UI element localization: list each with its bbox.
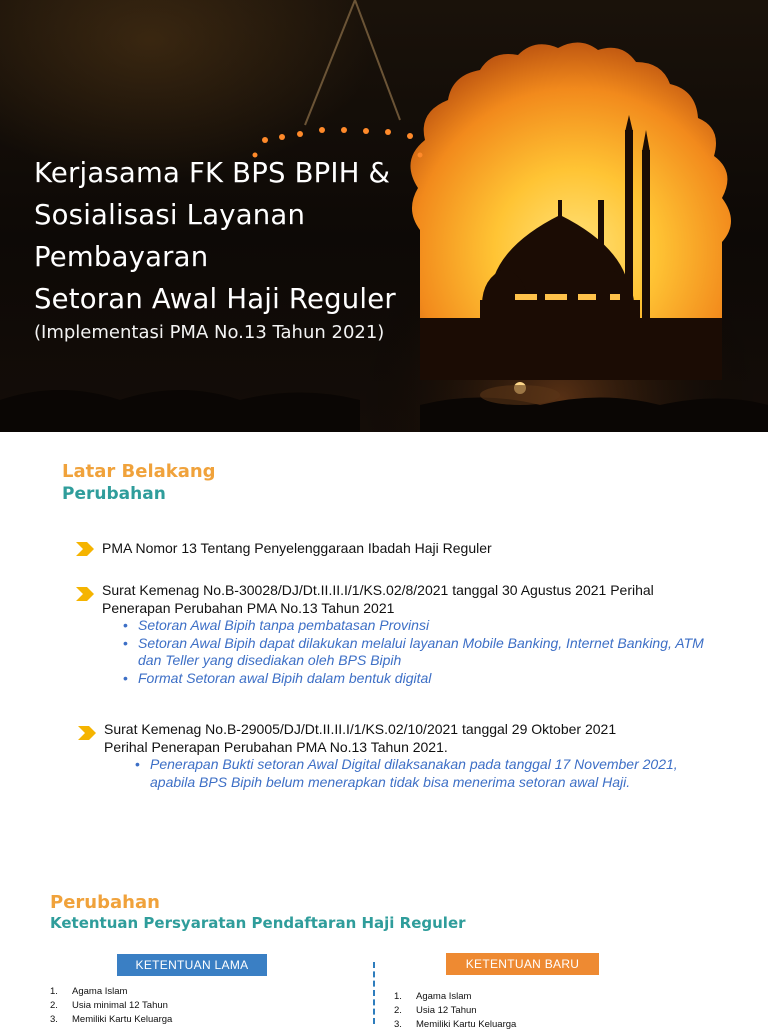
- bullet-text-line-2: Penerapan Perubahan PMA No.13 Tahun 2021: [102, 599, 395, 616]
- list-text: Usia 12 Tahun: [416, 1005, 477, 1016]
- sub-list-item: • Format Setoran awal Bipih dalam bentuk digital: [138, 670, 718, 688]
- list-text: Agama Islam: [416, 991, 472, 1002]
- bullet-item-2: [76, 582, 718, 687]
- new-requirements-label: KETENTUAN BARU: [446, 953, 599, 975]
- list-item: [394, 1019, 516, 1033]
- column-divider: [373, 962, 375, 1024]
- list-number: 2.: [394, 1005, 402, 1016]
- section2-heading-top: Perubahan: [50, 892, 160, 913]
- slide-title-line-4: Setoran Awal Haji Reguler: [34, 283, 396, 315]
- slide-title-line-1: Kerjasama FK BPS BPIH &: [34, 157, 391, 189]
- sub-list-item: • Setoran Awal Bipih tanpa pembatasan Provinsi: [138, 617, 718, 635]
- section2-heading-bottom: Ketentuan Persyaratan Pendaftaran Haji Reguler: [50, 914, 466, 932]
- old-requirements-list: [50, 986, 172, 1028]
- chevron-right-icon: [76, 542, 94, 556]
- bullet-item-3: [78, 721, 720, 791]
- new-requirements-list: [394, 991, 516, 1033]
- bullet-text-line-2: Perihal Penerapan Perubahan PMA No.13 Tahun 2021.: [104, 738, 448, 755]
- list-number: 3.: [50, 1014, 58, 1025]
- list-item: [50, 1014, 172, 1028]
- list-item: [50, 1000, 172, 1014]
- old-requirements-label: KETENTUAN LAMA: [117, 954, 267, 976]
- list-text: Memiliki Kartu Keluarga: [416, 1019, 517, 1030]
- title-slide: [0, 0, 768, 432]
- chevron-right-icon: [78, 726, 96, 740]
- section1-heading-top: Latar Belakang: [62, 461, 216, 482]
- list-number: 2.: [50, 1000, 58, 1011]
- sub-list-item: • Penerapan Bukti setoran Awal Digital dilaksanakan pada tanggal 17 November 2021, apabila BPS Bipih belum menerapkan tidak bisa menerima setoran awal Haji.: [150, 756, 720, 791]
- list-text: Agama Islam: [72, 986, 128, 997]
- list-number: 1.: [394, 991, 402, 1002]
- slide-subtitle: (Implementasi PMA No.13 Tahun 2021): [34, 322, 385, 343]
- bullet-text-line-1: Surat Kemenag No.B-30028/DJ/Dt.II.II.I/1/KS.02/8/2021 tanggal 30 Agustus 2021 Perihal: [102, 582, 654, 598]
- slide-title-line-3: Pembayaran: [34, 241, 209, 273]
- list-text: Usia minimal 12 Tahun: [72, 1000, 168, 1011]
- sub-list: [120, 617, 718, 687]
- chevron-right-icon: [76, 587, 94, 601]
- list-item: [50, 986, 172, 1000]
- sub-list-item: • Setoran Awal Bipih dapat dilakukan melalui layanan Mobile Banking, Internet Banking, ATM dan Teller yang disediakan oleh BPS Bipih: [138, 635, 718, 670]
- list-number: 1.: [50, 986, 58, 997]
- list-number: 3.: [394, 1019, 402, 1030]
- slide-title-line-2: Sosialisasi Layanan: [34, 199, 306, 231]
- section1-heading-bottom: Perubahan: [62, 484, 166, 504]
- slide-title-block: [34, 152, 396, 343]
- list-text: Memiliki Kartu Keluarga: [72, 1014, 173, 1025]
- bullet-item-1: [76, 540, 492, 558]
- sub-list: [132, 756, 720, 791]
- list-item: [394, 991, 516, 1005]
- bullet-text: PMA Nomor 13 Tentang Penyelenggaraan Ibadah Haji Reguler: [102, 540, 492, 556]
- bullet-text-line-1: Surat Kemenag No.B-29005/DJ/Dt.II.II.I/1/KS.02/10/2021 tanggal 29 Oktober 2021: [104, 721, 617, 737]
- list-item: [394, 1005, 516, 1019]
